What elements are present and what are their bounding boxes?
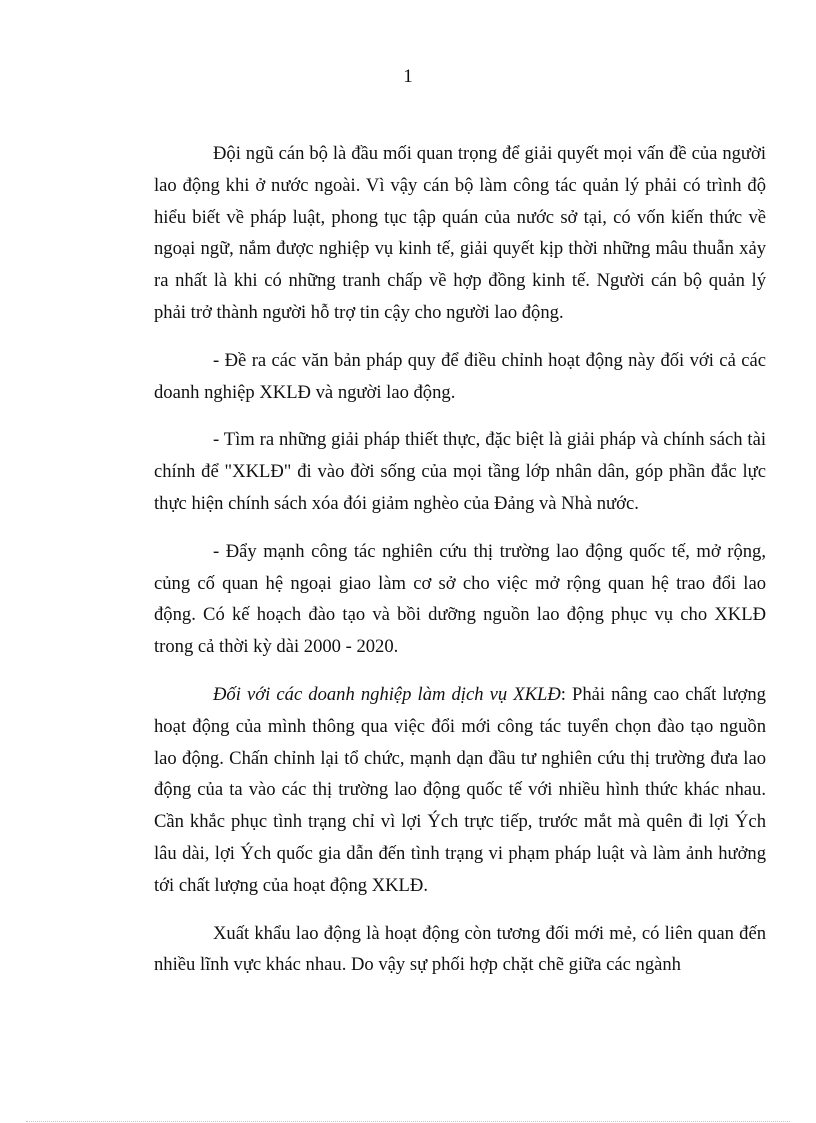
- paragraph-enterprises-text: : Phải nâng cao chất lượng hoạt động của mình thông qua việc đổi mới công tác tuyển chọn đào tạo nguồn lao động. Chấn chỉnh lại tổ chức, mạnh dạn đầu tư nghiên cứu thị trường đưa lao động của ta vào các thị trường lao động quốc tế với nhiều hình thức khác nhau. Cần khắc phục tình trạng chỉ vì lợi Ých trực tiếp, trước mắt mà quên đi lợi Ých lâu dài, lợi Ých quốc gia dẫn đến tình trạng vi phạm pháp luật và làm ảnh hưởng tới chất lượng của hoạt động XKLĐ.: [154, 683, 766, 896]
- paragraph-market-research: - Đẩy mạnh công tác nghiên cứu thị trường lao động quốc tế, mở rộng, củng cố quan hệ ngoại giao làm cơ sở cho việc mở rộng quan hệ trao đổi lao động. Có kế hoạch đào tạo và bồi dưỡng nguồn lao động phục vụ cho XKLĐ trong cả thời kỳ dài 2000 - 2020.: [154, 540, 766, 658]
- paragraph-enterprises-heading: Đối với các doanh nghiệp làm dịch vụ XKLĐ: [213, 683, 561, 705]
- page-number: 1: [403, 66, 413, 87]
- document-body: [154, 138, 766, 981]
- paragraph-financial-solutions: - Tìm ra những giải pháp thiết thực, đặc biệt là giải pháp và chính sách tài chính để "XKLĐ" đi vào đời sống của mọi tầng lớp nhân dân, góp phần đắc lực thực hiện chính sách xóa đói giảm nghèo của Đảng và Nhà nước.: [154, 429, 766, 514]
- page-bottom-border: [26, 1121, 790, 1122]
- paragraph-labor-export: Xuất khẩu lao động là hoạt động còn tương đối mới mẻ, có liên quan đến nhiều lĩnh vực khác nhau. Do vậy sự phối hợp chặt chẽ giữa các ngành: [154, 922, 766, 976]
- paragraph-legal-documents: - Đề ra các văn bản pháp quy để điều chỉnh hoạt động này đối với cả các doanh nghiệp XKLĐ và người lao động.: [154, 349, 766, 403]
- paragraph-enterprises: [154, 679, 766, 902]
- paragraph-staff-role: Đội ngũ cán bộ là đầu mối quan trọng để giải quyết mọi vấn đề của người lao động khi ở nước ngoài. Vì vậy cán bộ làm công tác quản lý phải có trình độ hiểu biết về pháp luật, phong tục tập quán của nước sở tại, có vốn kiến thức về ngoại ngữ, nắm được nghiệp vụ kinh tế, giải quyết kịp thời những mâu thuẫn xảy ra nhất là khi có những tranh chấp về hợp đồng kinh tế. Người cán bộ quản lý phải trở thành người hỗ trợ tin cậy cho người lao động.: [154, 143, 766, 323]
